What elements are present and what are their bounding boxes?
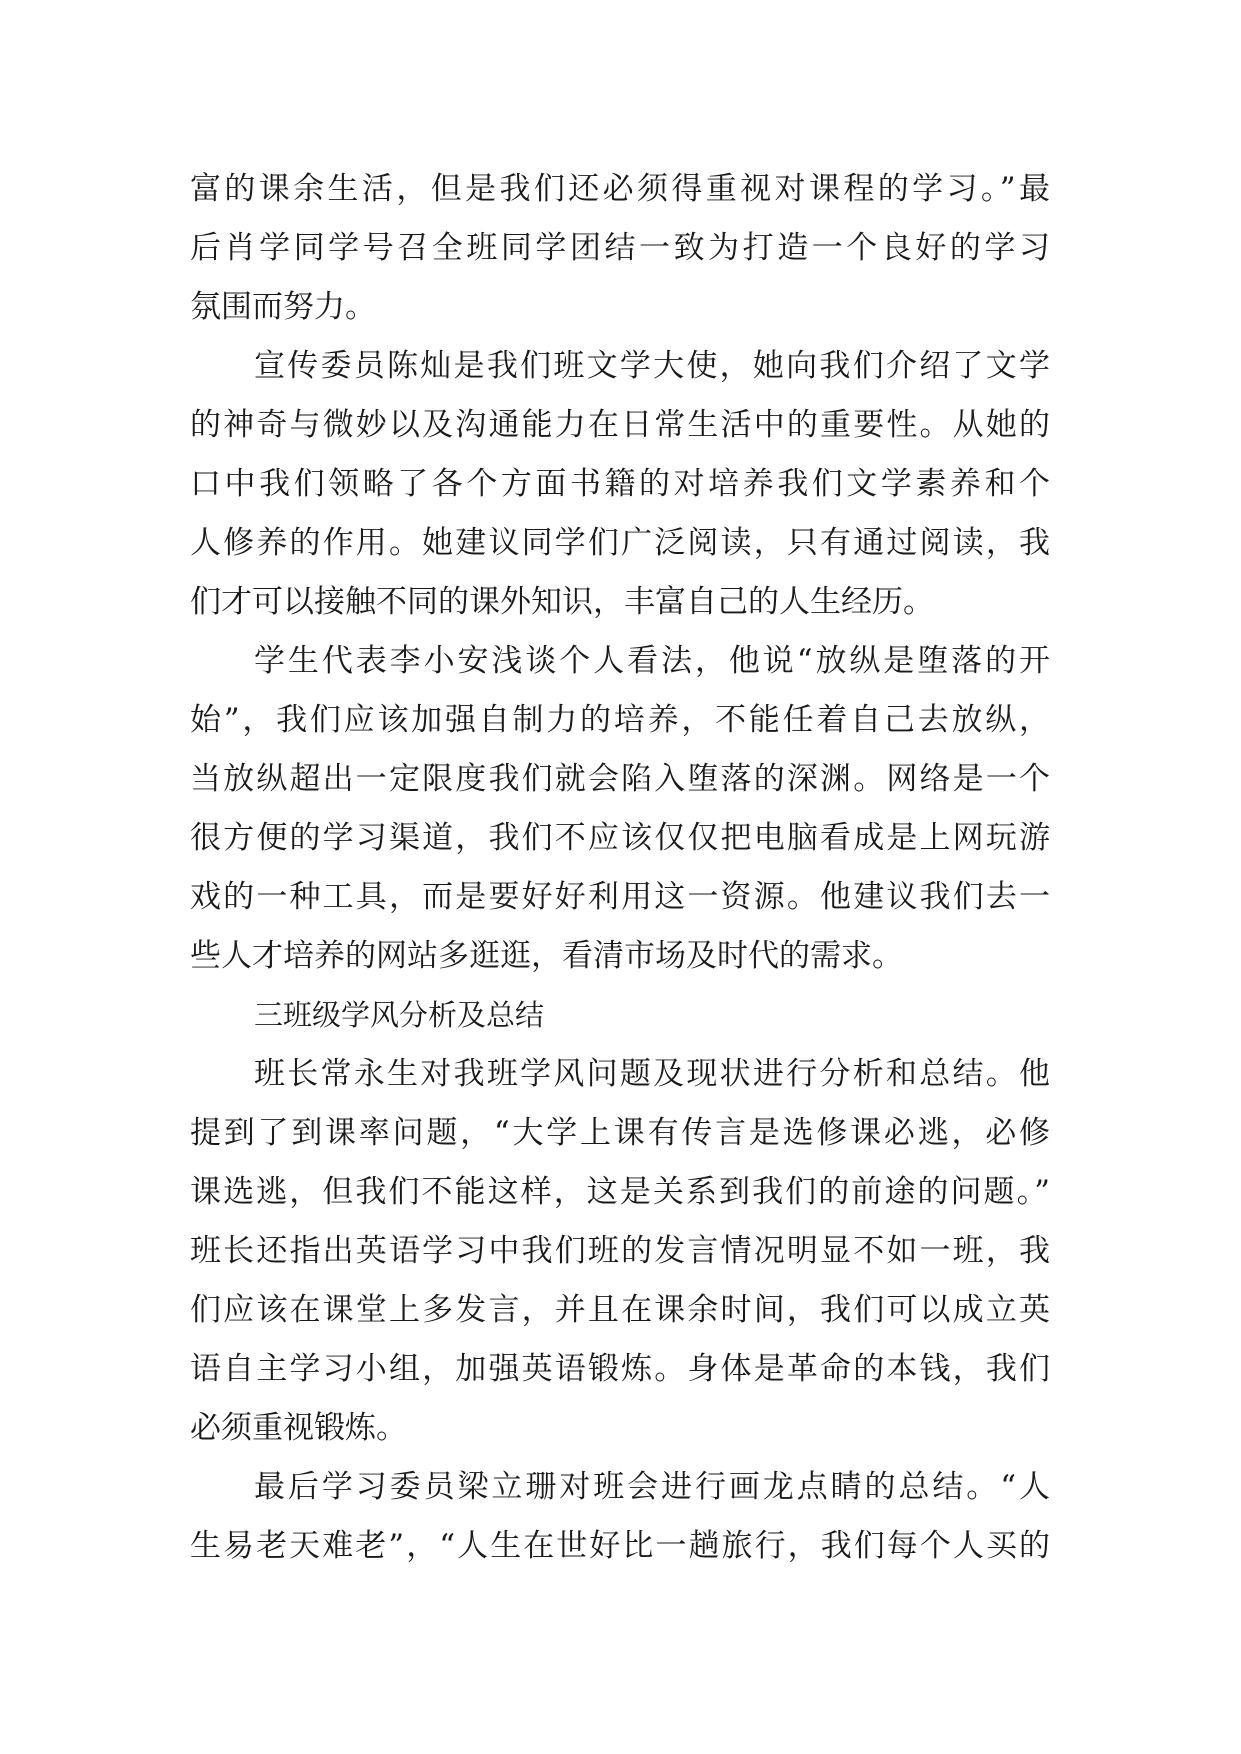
text-line: 班长常永生对我班学风问题及现状进行分析和总结。他	[254, 1056, 1050, 1092]
text-line: 生易老天难老”，“人生在世好比一趟旅行，我们每个人买的	[190, 1528, 1050, 1564]
text-line: 班长还指出英语学习中我们班的发言情况明显不如一班，我	[190, 1233, 1050, 1269]
paragraph	[190, 1045, 1050, 1458]
text-line: 人修养的作用。她建议同学们广泛阅读，只有通过阅读，我	[190, 525, 1050, 561]
text-line: 语自主学习小组，加强英语锻炼。身体是革命的本钱，我们	[190, 1351, 1050, 1387]
paragraph	[190, 337, 1050, 632]
text-line: 学生代表李小安浅谈个人看法，他说“放纵是堕落的开	[254, 643, 1050, 679]
text-line: 当放纵超出一定限度我们就会陷入堕落的深渊。网络是一个	[190, 761, 1050, 797]
text-line: 们才可以接触不同的课外知识，丰富自己的人生经历。	[190, 584, 934, 620]
text-line: 些人才培养的网站多逛逛，看清市场及时代的需求。	[190, 938, 903, 974]
text-line: 们应该在课堂上多发言，并且在课余时间，我们可以成立英	[190, 1292, 1050, 1328]
text-line: 口中我们领略了各个方面书籍的对培养我们文学素养和个	[190, 466, 1050, 502]
text-line: 氛围而努力。	[190, 289, 376, 325]
text-line: 的神奇与微妙以及沟通能力在日常生活中的重要性。从她的	[190, 407, 1050, 443]
paragraph	[190, 160, 1050, 337]
text-line: 后肖学同学号召全班同学团结一致为打造一个良好的学习	[190, 230, 1050, 266]
text-line: 很方便的学习渠道，我们不应该仅仅把电脑看成是上网玩游	[190, 820, 1050, 856]
text-line: 富的课余生活，但是我们还必须得重视对课程的学习。”最	[190, 171, 1050, 207]
text-line: 必须重视锻炼。	[190, 1410, 407, 1446]
text-line: 提到了到课率问题，“大学上课有传言是选修课必逃，必修	[190, 1115, 1050, 1151]
text-line: 宣传委员陈灿是我们班文学大使，她向我们介绍了文学	[254, 348, 1050, 384]
text-line: 戏的一种工具，而是要好好利用这一资源。他建议我们去一	[190, 879, 1050, 915]
text-line: 最后学习委员梁立珊对班会进行画龙点睛的总结。“人	[254, 1469, 1050, 1505]
text-line: 始”，我们应该加强自制力的培养，不能任着自己去放纵，	[190, 702, 1050, 738]
section-heading: 三班级学风分析及总结	[254, 998, 545, 1032]
text-line: 课选逃，但我们不能这样，这是关系到我们的前途的问题。”	[190, 1174, 1050, 1210]
document-body	[190, 160, 1050, 1576]
paragraph	[190, 632, 1050, 986]
paragraph	[190, 1458, 1050, 1576]
